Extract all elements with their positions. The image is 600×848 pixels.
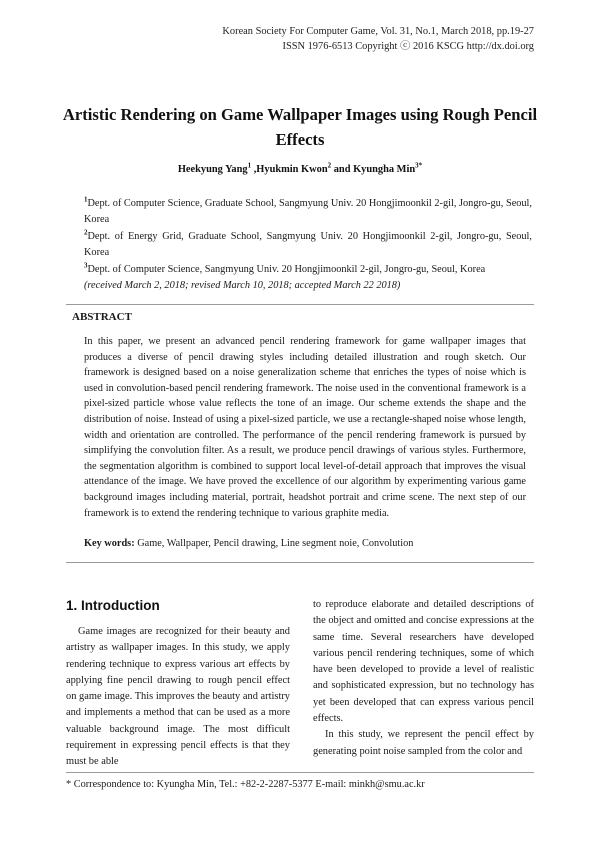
affiliation [84, 262, 532, 278]
author-separator: and [331, 164, 354, 175]
left-column [66, 624, 290, 771]
affiliation-block [84, 196, 532, 294]
section-divider [66, 562, 534, 563]
right-column [313, 597, 534, 760]
author-name: Heekyung Yang [177, 164, 248, 175]
affiliation [84, 196, 532, 229]
author-name: Kyungha Min [353, 164, 416, 175]
journal-header [222, 24, 534, 54]
author-affil-marker: 1 [247, 161, 252, 170]
author-affil-marker: 3* [415, 161, 423, 170]
affiliation-text: Dept. of Computer Science, Sangmyung Univ. 20 Hongjimoonkil 2-gil, Jongro-gu, Seoul, Korea [87, 263, 486, 275]
affiliation-marker: 2 [84, 228, 88, 237]
paragraph: to reproduce elaborate and detailed descriptions of the object and omitted and concise expressions at the same time. Several researchers have developed various pencil rendering techniques, some of which have been developed to provide a level of realistic and sophisticated expression, but no technology has yet been developed that can express various pencil effects. [313, 599, 534, 725]
paper-title: Artistic Rendering on Game Wallpaper Images using Rough Pencil Effects [62, 105, 538, 149]
affiliation-text: Dept. of Energy Grid, Graduate School, Sangmyung Univ. 20 Hongjimoonkil 2-gil, Jongro-gu, Seoul, Korea [84, 230, 532, 259]
received-dates: (received March 2, 2018; revised March 10, 2018; accepted March 22 2018) [84, 280, 401, 292]
affiliation-marker: 3 [84, 261, 88, 270]
correspondence-footnote: * Correspondence to: Kyungha Min, Tel.: +82-2-2287-5377 E-mail: minkh@smu.ac.kr [66, 779, 425, 790]
abstract-heading: ABSTRACT [72, 311, 132, 323]
affiliation-marker: 1 [84, 195, 88, 204]
author-list [0, 161, 600, 175]
keywords-list: Game, Wallpaper, Pencil drawing, Line segment noie, Convolution [134, 538, 414, 549]
abstract-text: In this paper, we present an advanced pencil rendering framework for game wallpaper images that produces a diverse of pencil drawing styles including detailed illustration and rough sketch. Our framework is designed based on a noise generalization scheme that enriches the types of noise which is used in convolution-based pencil rendering framework. The noise used in the conventional framework is a pixel-sized particle whose value reflects the tone of an image. Our scheme extends the shape and the distribution of noise. Instead of using a pixel-sized particle, we use a rectangle-shaped noise whose length, width and orientation are controlled. The performance of the pencil rendering framework is pursued by simplifying the convolution filter. As a result, we produce pencil drawings of various styles. Furthermore, the segmentation algorithm is combined to support local level-of-detail approach that improves the visual attendance of the image. We have proved the excellence of our algorithm by experimenting various game background images including material, portrait, headshot portrait and crime scene. The next step of our framework is to extend the rendering technique to various graphite media. [84, 336, 526, 519]
keywords-label: Key words: [84, 538, 135, 549]
journal-citation: Korean Society For Computer Game, Vol. 31, No.1, March 2018, pp.19-27 [222, 26, 534, 37]
section-heading-introduction: 1. Introduction [66, 598, 160, 613]
keywords-line [84, 538, 526, 549]
affiliation [84, 229, 532, 262]
footnote-divider [66, 772, 534, 773]
paragraph: Game images are recognized for their beauty and artistry as wallpaper images. In this study, we apply rendering technique to express various art effects by applying fine pencil drawing to rough pencil effect on game image. This improves the beauty and artistry and implements a method that can be used as a more valuable background image. The most difficult requirement in expressing pencil effects is that they must be able [66, 626, 290, 768]
author-name: Hyukmin Kwon [256, 164, 328, 175]
affiliation-text: Dept. of Computer Science, Graduate School, Sangmyung Univ. 20 Hongjimoonkil 2-gil, Jongro-gu, Seoul, Korea [84, 198, 532, 226]
author-separator: , [251, 164, 257, 175]
section-divider [66, 304, 534, 305]
issn-copyright: ISSN 1976-6513 Copyright ⓒ 2016 KSCG http://dx.doi.org [282, 41, 534, 52]
paragraph: In this study, we represent the pencil effect by generating point noise sampled from the color and [313, 729, 534, 757]
author-affil-marker: 2 [327, 161, 332, 170]
